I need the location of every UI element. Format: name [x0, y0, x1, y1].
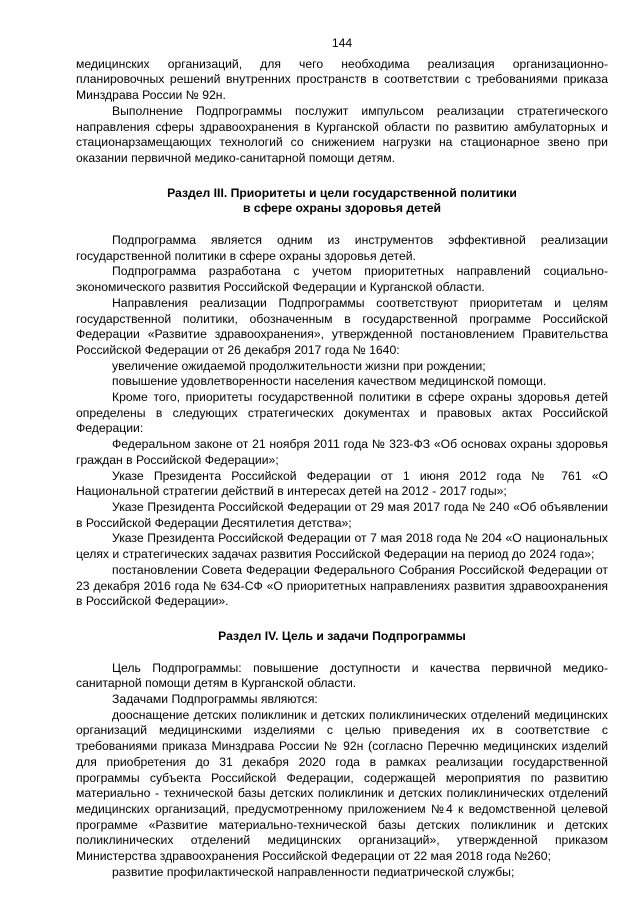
paragraph: развитие профилактической направленности педиатрической службы; [112, 864, 515, 879]
paragraph: повышение удовлетворенности населения качеством медицинской помощи. [112, 374, 547, 389]
page-number: 144 [331, 36, 353, 50]
section-3-body [76, 233, 608, 610]
paragraph: дооснащение детских поликлиник и детских поликлинических отделений медицинских организаций медицинскими изделиями с целью приведения их в соответствие с требованиями приказа Минздрава России № 92н (согласно Перечню медицинских изделий для приобретения до 31 декабря 2020 года в рамках реализации государственной программы субъекта Российской Федерации, содержащей мероприятия по развитию материально - технической базы детских поликлиник и детских поликлинических отделений медицинских организаций, предусмотренному приложением №4 к ведомственной целевой программе «Развитие материально-технической базы детских поликлиник и детских поликлинических отделений медицинских организаций», утвержденной приказом Министерства здравоохранения Российской Федерации от 22 мая 2018 года №260; [76, 707, 608, 864]
paragraph: Кроме того, приоритеты государственной политики в сфере охраны здоровья детей определены в следующих стратегических документах и правовых актах Российской Федерации: [76, 390, 608, 436]
paragraph: Указе Президента Российской Федерации от 7 мая 2018 года № 204 «О национальных целях и стратегических задачах развития Российской Федерации на период до 2024 года»; [76, 531, 608, 562]
paragraph: Цель Подпрограммы: повышение доступности и качества первичной медико-санитарной помощи детям в Курганской области. [76, 660, 608, 691]
paragraph: Задачами Подпрограммы являются: [112, 692, 318, 707]
paragraph: Подпрограмма является одним из инструментов эффективной реализации государственной политики в сфере охраны здоровья детей. [76, 233, 608, 263]
section-3-heading-line-1: Раздел III. Приоритеты и цели государственной политики [167, 185, 517, 200]
section-3-heading-line-2: в сфере охраны здоровья детей [242, 201, 442, 216]
paragraph: Федеральном законе от 21 ноября 2011 года № 323-ФЗ «Об основах охраны здоровья граждан в Российской Федерации»; [76, 437, 608, 467]
paragraph: Направления реализации Подпрограммы соответствуют приоритетам и целям государственной политики, обозначенным в государственной программе Российской Федерации «Развитие здравоохранения», утвержденной постановлением Правительства Российской Федерации от 26 декабря 2017 года № 1640: [76, 295, 608, 357]
paragraph: Выполнение Подпрограммы послужит импульсом реализации стратегического направления сферы здравоохранения в Курганской области по развитию амбулаторных и стационарзамещающих технологий со снижением нагрузки на стационарное звено при оказании первичной медико-санитарной помощи детям. [76, 103, 608, 165]
section-4-body [76, 661, 608, 881]
section-4-heading: Раздел IV. Цель и задачи Подпрограммы [218, 628, 466, 643]
paragraph: постановлении Совета Федерации Федерального Собрания Российской Федерации от 23 декабря 2016 года № 634-СФ «О приоритетных направлениях развития здравоохранения в Российской Федерации». [76, 562, 608, 609]
paragraph: увеличение ожидаемой продолжительности жизни при рождении; [112, 358, 486, 373]
paragraph: Подпрограмма разработана с учетом приоритетных направлений социально-экономического развития Российской Федерации и Курганской области. [76, 264, 608, 295]
paragraph: Указе Президента Российской Федерации от 1 июня 2012 года № 761 «О Национальной стратегии действий в интересах детей на 2012 - 2017 годы»; [76, 468, 608, 499]
section-3-heading [76, 186, 608, 217]
paragraph: медицинских организаций, для чего необходима реализация организационно-планировочных решений внутренних пространств в соответствии с требованиями приказа Минздрава России № 92н. [76, 56, 608, 103]
intro-text [76, 57, 608, 167]
paragraph: Указе Президента Российской Федерации от 29 мая 2017 года № 240 «Об объявлении в Российской Федерации Десятилетия детства»; [76, 499, 608, 530]
